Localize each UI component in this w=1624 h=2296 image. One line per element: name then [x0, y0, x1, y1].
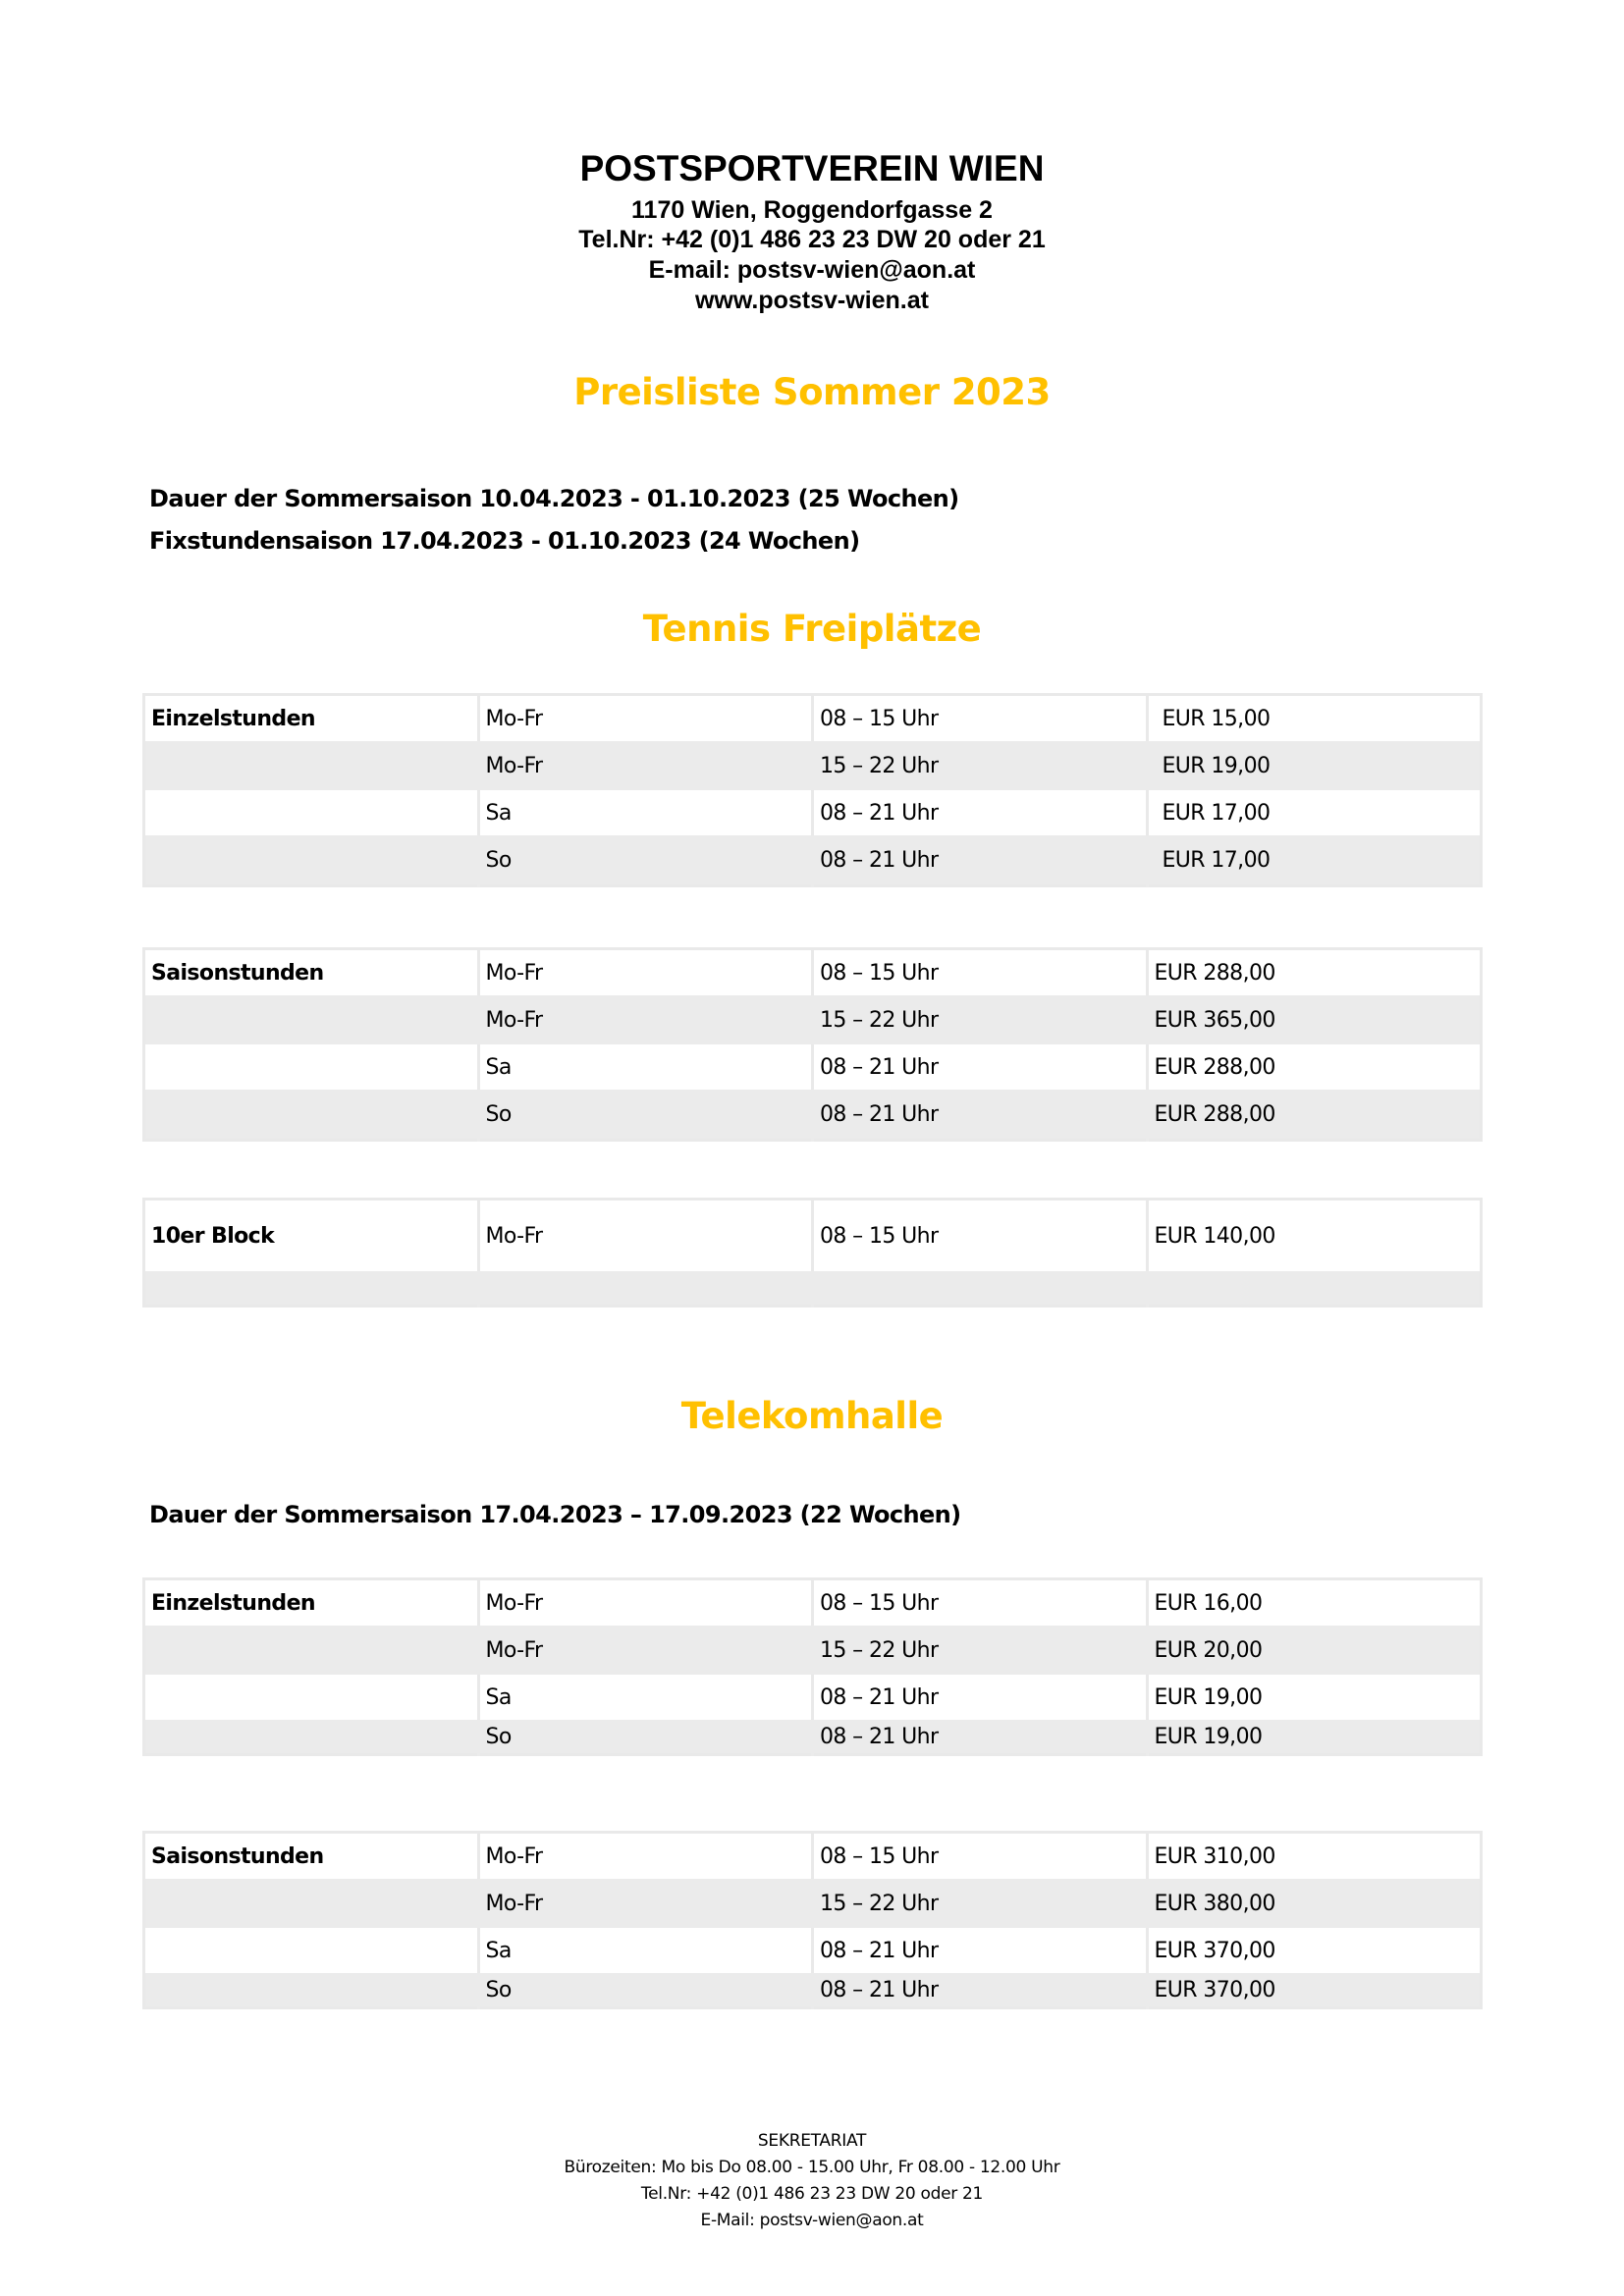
hours-cell — [813, 1271, 1148, 1307]
hours-cell: 08 – 21 Uhr — [813, 1044, 1148, 1090]
category-cell — [144, 1626, 479, 1675]
table-row — [144, 790, 1482, 835]
days-cell: Mo-Fr — [478, 1200, 813, 1272]
days-cell: Mo-Fr — [478, 1833, 813, 1880]
days-cell: Mo-Fr — [478, 949, 813, 996]
price-cell: EUR 288,00 — [1147, 949, 1482, 996]
hours-cell: 08 – 15 Uhr — [813, 1200, 1148, 1272]
price-cell: EUR 140,00 — [1147, 1200, 1482, 1272]
price-cell: EUR 19,00 — [1147, 1675, 1482, 1720]
footer-phone: Tel.Nr: +42 (0)1 486 23 23 DW 20 oder 21 — [640, 2184, 984, 2204]
table-row — [144, 1720, 1482, 1755]
season-duration: Dauer der Sommersaison 10.04.2023 - 01.10.2023 (25 Wochen) — [149, 485, 959, 512]
organization-name: POSTSPORTVEREIN WIEN — [579, 148, 1045, 188]
table-row — [144, 1626, 1482, 1675]
category-cell: 10er Block — [151, 1223, 275, 1249]
category-cell — [144, 1879, 479, 1928]
days-cell: Mo-Fr — [478, 695, 813, 742]
hours-cell: 08 – 21 Uhr — [813, 1720, 1148, 1755]
hours-cell: 08 – 15 Uhr — [813, 1833, 1148, 1880]
price-cell: EUR 20,00 — [1147, 1626, 1482, 1675]
days-cell: Sa — [478, 1044, 813, 1090]
days-cell: Sa — [478, 790, 813, 835]
category-cell: Einzelstunden — [151, 1590, 315, 1616]
category-cell — [144, 1720, 479, 1755]
category-cell — [144, 1973, 479, 2008]
days-cell: So — [478, 1720, 813, 1755]
days-cell: So — [478, 1090, 813, 1141]
hours-cell: 08 – 15 Uhr — [813, 1579, 1148, 1627]
days-cell: Mo-Fr — [478, 1579, 813, 1627]
table-row — [144, 741, 1482, 790]
table-row — [144, 1090, 1482, 1141]
category-cell — [144, 1675, 479, 1720]
days-cell: Mo-Fr — [478, 1879, 813, 1928]
days-cell: Mo-Fr — [478, 995, 813, 1044]
table-row — [144, 1973, 1482, 2008]
organization-email: E-mail: postsv-wien@aon.at — [648, 256, 976, 284]
table-row — [144, 1879, 1482, 1928]
category-cell: Saisonstunden — [151, 1843, 324, 1869]
category-cell — [144, 1090, 479, 1141]
days-cell: So — [478, 1973, 813, 2008]
category-cell: Saisonstunden — [151, 960, 324, 986]
hours-cell: 15 – 22 Uhr — [813, 1626, 1148, 1675]
price-cell — [1147, 1271, 1482, 1307]
category-cell — [144, 741, 479, 790]
organization-phone: Tel.Nr: +42 (0)1 486 23 23 DW 20 oder 21 — [578, 226, 1046, 253]
hours-cell: 08 – 21 Uhr — [813, 1973, 1148, 2008]
price-cell: EUR 17,00 — [1147, 790, 1482, 835]
hours-cell: 08 – 21 Uhr — [813, 790, 1148, 835]
category-cell: Einzelstunden — [151, 706, 315, 731]
hours-cell: 08 – 21 Uhr — [813, 1928, 1148, 1973]
price-table-tennis-saisonstunden — [142, 947, 1483, 1142]
fixed-hours-season: Fixstundensaison 17.04.2023 - 01.10.2023 (24 Wochen) — [149, 527, 860, 555]
days-cell: Mo-Fr — [478, 1626, 813, 1675]
hours-cell: 08 – 15 Uhr — [813, 949, 1148, 996]
hours-cell: 08 – 21 Uhr — [813, 1090, 1148, 1141]
hours-cell: 08 – 21 Uhr — [813, 835, 1148, 886]
price-table-tennis-10er-block — [142, 1198, 1483, 1308]
table-row — [144, 949, 1482, 996]
page-title: Preisliste Sommer 2023 — [573, 371, 1051, 413]
price-cell: EUR 370,00 — [1147, 1973, 1482, 2008]
table-row — [144, 1675, 1482, 1720]
footer — [0, 2128, 1624, 2234]
hours-cell: 15 – 22 Uhr — [813, 995, 1148, 1044]
days-cell: So — [478, 835, 813, 886]
price-table-telekom-saisonstunden — [142, 1831, 1483, 2009]
days-cell: Sa — [478, 1928, 813, 1973]
hours-cell: 08 – 15 Uhr — [813, 695, 1148, 742]
table-row — [144, 1044, 1482, 1090]
telekom-season-duration: Dauer der Sommersaison 17.04.2023 – 17.09.2023 (22 Wochen) — [149, 1501, 961, 1528]
table-row — [144, 695, 1482, 742]
hours-cell: 15 – 22 Uhr — [813, 1879, 1148, 1928]
table-row — [144, 1200, 1482, 1272]
price-cell: EUR 19,00 — [1147, 1720, 1482, 1755]
price-table-telekom-einzelstunden — [142, 1577, 1483, 1756]
days-cell: Sa — [478, 1675, 813, 1720]
days-cell: Mo-Fr — [478, 741, 813, 790]
price-table-tennis-einzelstunden — [142, 693, 1483, 887]
category-cell — [144, 1044, 479, 1090]
table-row — [144, 995, 1482, 1044]
category-cell — [144, 1928, 479, 1973]
price-cell: EUR 19,00 — [1147, 741, 1482, 790]
category-cell — [144, 1271, 479, 1307]
footer-heading: SEKRETARIAT — [757, 2131, 867, 2151]
price-cell: EUR 370,00 — [1147, 1928, 1482, 1973]
table-row-empty — [144, 1271, 1482, 1307]
price-cell: EUR 288,00 — [1147, 1044, 1482, 1090]
hours-cell: 15 – 22 Uhr — [813, 741, 1148, 790]
price-cell: EUR 380,00 — [1147, 1879, 1482, 1928]
price-cell: EUR 16,00 — [1147, 1579, 1482, 1627]
organization-address: 1170 Wien, Roggendorfgasse 2 — [631, 196, 993, 224]
organization-website: www.postsv-wien.at — [694, 287, 929, 314]
table-row — [144, 835, 1482, 886]
price-cell: EUR 310,00 — [1147, 1833, 1482, 1880]
hours-cell: 08 – 21 Uhr — [813, 1675, 1148, 1720]
category-cell — [144, 835, 479, 886]
table-row — [144, 1579, 1482, 1627]
price-cell: EUR 15,00 — [1147, 695, 1482, 742]
days-cell — [478, 1271, 813, 1307]
category-cell — [144, 790, 479, 835]
footer-office-hours: Bürozeiten: Mo bis Do 08.00 - 15.00 Uhr, Fr 08.00 - 12.00 Uhr — [564, 2158, 1060, 2177]
table-row — [144, 1928, 1482, 1973]
section-heading-tennis: Tennis Freiplätze — [642, 608, 982, 650]
price-cell: EUR 288,00 — [1147, 1090, 1482, 1141]
section-heading-telekomhalle: Telekomhalle — [680, 1395, 944, 1437]
table-row — [144, 1833, 1482, 1880]
price-cell: EUR 17,00 — [1147, 835, 1482, 886]
price-cell: EUR 365,00 — [1147, 995, 1482, 1044]
category-cell — [144, 995, 479, 1044]
footer-email: E-Mail: postsv-wien@aon.at — [700, 2211, 924, 2230]
